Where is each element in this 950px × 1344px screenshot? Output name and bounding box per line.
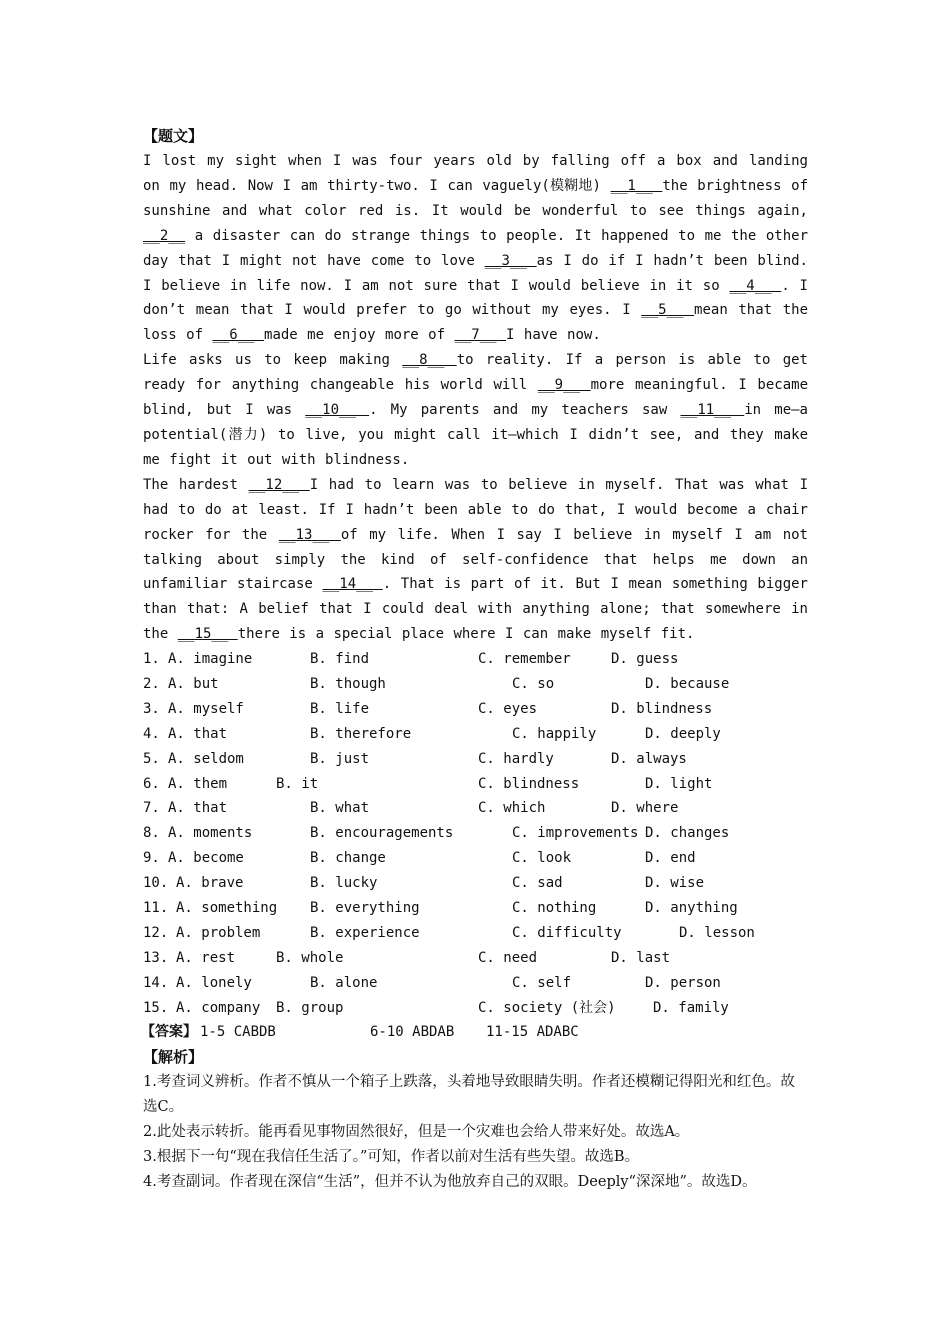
option-b: B. what <box>310 800 370 817</box>
question-number: 7. <box>143 800 160 817</box>
document-page <box>143 124 808 1195</box>
option-b: B. experience <box>310 924 420 941</box>
blank: __2__ <box>143 227 186 244</box>
option-c: C. need <box>478 949 538 966</box>
option-c: C. eyes <box>478 700 538 717</box>
question-number: 5. <box>143 750 160 767</box>
option-b: B. though <box>310 676 386 693</box>
option-a: A. moments <box>168 825 253 842</box>
blank: __11__ <box>680 402 745 419</box>
blank: __9__ <box>537 377 591 394</box>
question-list <box>143 647 808 1020</box>
question-row <box>143 896 808 921</box>
option-d: D. family <box>653 999 729 1016</box>
passage-text: the brightness of sunshine and what color red is. It would be wonderful to see things again, <box>143 177 808 219</box>
option-c: C. sad <box>512 875 563 892</box>
analysis-item: 2.此处表示转折。能再看见事物固然很好，但是一个灾难也会给人带来好处。故选A。 <box>143 1124 690 1141</box>
analysis-header: 【解析】 <box>143 1048 204 1067</box>
question-number: 12. <box>143 924 169 941</box>
question-number: 15. <box>143 999 169 1016</box>
blank: __6__ <box>212 327 265 344</box>
option-a: A. rest <box>176 949 236 966</box>
passage-paragraph-3 <box>143 473 808 647</box>
option-b: B. alone <box>310 974 378 991</box>
analysis-item: 1.考查词义辨析。作者不慎从一个箱子上跌落，头着地导致眼睛失明。作者还模糊记得阳光和红色。故选C。 <box>143 1074 795 1116</box>
passage-text: as I do if I hadn’t been blind. I believe in life now. I am not sure that I would believe in it so <box>143 252 808 294</box>
question-number: 1. <box>143 651 160 668</box>
question-number: 10. <box>143 875 169 892</box>
blank: __4__ <box>729 277 782 294</box>
blank: __12__ <box>248 476 310 493</box>
question-row <box>143 747 808 772</box>
option-d: D. light <box>645 775 713 792</box>
passage-text: I had to learn was to believe in myself. That was what I had to do at least. If I hadn’t been able to do that, I would become a chair rocker for the <box>143 476 808 543</box>
option-b: B. lucky <box>310 875 378 892</box>
question-number: 6. <box>143 775 160 792</box>
option-c: C. so <box>512 676 555 693</box>
blank: __7__ <box>454 327 507 344</box>
passage-text: The hardest <box>143 476 249 493</box>
blank: __13__ <box>278 526 341 543</box>
option-b: B. life <box>310 700 370 717</box>
passage-text: there is a special place where I can make myself fit. <box>237 626 695 643</box>
option-b: B. everything <box>310 900 420 917</box>
question-row <box>143 821 808 846</box>
option-a: A. problem <box>176 924 261 941</box>
analysis-item: 4.考查副词。作者现在深信“生活”，但并不认为他放弃自己的双眼。Deeply“深深地”。故选D。 <box>143 1174 757 1191</box>
question-row <box>143 946 808 971</box>
blank: __1__ <box>610 177 663 194</box>
passage-paragraph-1 <box>143 149 808 348</box>
question-number: 11. <box>143 900 169 917</box>
option-a: A. seldom <box>168 750 244 767</box>
option-d: D. blindness <box>611 700 713 717</box>
option-a: A. lonely <box>176 974 252 991</box>
passage-text: mean that the loss of <box>143 302 808 344</box>
passage-text: I lost my sight when I was four years old by falling off a box and landing on my head. Now I am thirty-two. I can vaguely(模糊地) <box>143 153 808 194</box>
answer-part-3: 11-15 ADABC <box>486 1024 579 1041</box>
question-row <box>143 722 808 747</box>
option-a: A. them <box>168 775 228 792</box>
option-b: B. change <box>310 850 386 867</box>
title-header: 【题文】 <box>143 127 204 145</box>
question-row <box>143 871 808 896</box>
passage-text: . That is part of it. But I mean something bigger than that: A belief that I could deal with anything alone; that somewhere in the <box>143 576 808 643</box>
passage-text: . My parents and my teachers saw <box>369 402 681 419</box>
passage-text: Life asks us to keep making <box>143 352 403 369</box>
option-a: A. imagine <box>168 651 253 668</box>
question-row <box>143 971 808 996</box>
option-d: D. wise <box>645 875 705 892</box>
question-number: 3. <box>143 700 160 717</box>
question-row <box>143 772 808 797</box>
option-a: A. become <box>168 850 244 867</box>
option-d: D. end <box>645 850 696 867</box>
answer-header: 【答案】 <box>141 1024 197 1041</box>
option-c: C. self <box>512 974 572 991</box>
question-number: 14. <box>143 974 169 991</box>
option-d: D. where <box>611 800 679 817</box>
option-d: D. lesson <box>679 924 755 941</box>
blank: __15__ <box>177 626 238 643</box>
passage-text: more meaningful. I became blind, but I was <box>143 377 808 419</box>
passage-text: a disaster can do strange things to people. It happened to me the other day that I might not have come to love <box>143 227 808 269</box>
option-a: A. but <box>168 676 219 693</box>
question-row <box>143 921 808 946</box>
answer-part-1: 1-5 CABDB <box>200 1024 276 1041</box>
question-row <box>143 672 808 697</box>
passage-text: of my life. When I say I believe in myself I am not talking about simply the kind of self-confidence that helps me down an unfamiliar staircase <box>143 526 808 593</box>
question-number: 4. <box>143 725 160 742</box>
option-b: B. just <box>310 750 370 767</box>
option-b: B. encouragements <box>310 825 454 842</box>
analysis-item: 3.根据下一句“现在我信任生活了。”可知，作者以前对生活有些失望。故选B。 <box>143 1149 640 1166</box>
option-a: A. myself <box>168 700 244 717</box>
option-c: C. blindness <box>478 775 580 792</box>
option-d: D. person <box>645 974 721 991</box>
question-row <box>143 647 808 672</box>
option-a: A. brave <box>176 875 244 892</box>
option-a: A. that <box>168 725 228 742</box>
option-d: D. last <box>611 949 671 966</box>
passage-text: made me enjoy more of <box>264 327 455 344</box>
question-row <box>143 796 808 821</box>
option-d: D. always <box>611 750 687 767</box>
question-number: 13. <box>143 949 169 966</box>
option-c: C. look <box>512 850 572 867</box>
option-c: C. which <box>478 800 546 817</box>
option-c: C. happily <box>512 725 597 742</box>
question-number: 9. <box>143 850 160 867</box>
answer-line <box>143 1020 808 1045</box>
option-b: B. therefore <box>310 725 412 742</box>
option-b: B. it <box>276 775 319 792</box>
option-c: C. remember <box>478 651 571 668</box>
blank: __14__ <box>322 576 383 593</box>
option-d: D. guess <box>611 651 679 668</box>
passage-text: in me—a potential(潜力) to live, you might call it—which I didn’t see, and they make me fight it out with blindness. <box>143 402 808 468</box>
question-number: 8. <box>143 825 160 842</box>
option-c: C. hardly <box>478 750 554 767</box>
option-a: A. something <box>176 900 278 917</box>
blank: __5__ <box>641 302 695 319</box>
option-d: D. anything <box>645 900 738 917</box>
blank: __10__ <box>305 402 370 419</box>
answer-part-2: 6-10 ABDAB <box>370 1024 455 1041</box>
passage-paragraph-2 <box>143 348 808 473</box>
option-d: D. deeply <box>645 725 721 742</box>
question-row <box>143 996 808 1021</box>
option-d: D. changes <box>645 825 730 842</box>
blank: __3__ <box>484 252 537 269</box>
option-c: C. improvements <box>512 825 639 842</box>
option-c: C. difficulty <box>512 924 622 941</box>
option-b: B. find <box>310 651 370 668</box>
question-row <box>143 846 808 871</box>
question-row <box>143 697 808 722</box>
passage-text: I have now. <box>506 327 601 344</box>
option-a: A. company <box>176 999 261 1016</box>
blank: __8__ <box>402 352 457 369</box>
option-c: C. society (社会) <box>478 999 616 1016</box>
option-b: B. whole <box>276 949 344 966</box>
option-a: A. that <box>168 800 228 817</box>
question-number: 2. <box>143 676 160 693</box>
option-c: C. nothing <box>512 900 597 917</box>
passage-text: . I don’t mean that I would prefer to go without my eyes. I <box>143 277 808 319</box>
passage-text: to reality. If a person is able to get ready for anything changeable his world will <box>143 352 808 394</box>
option-b: B. group <box>276 999 344 1016</box>
option-d: D. because <box>645 676 730 693</box>
